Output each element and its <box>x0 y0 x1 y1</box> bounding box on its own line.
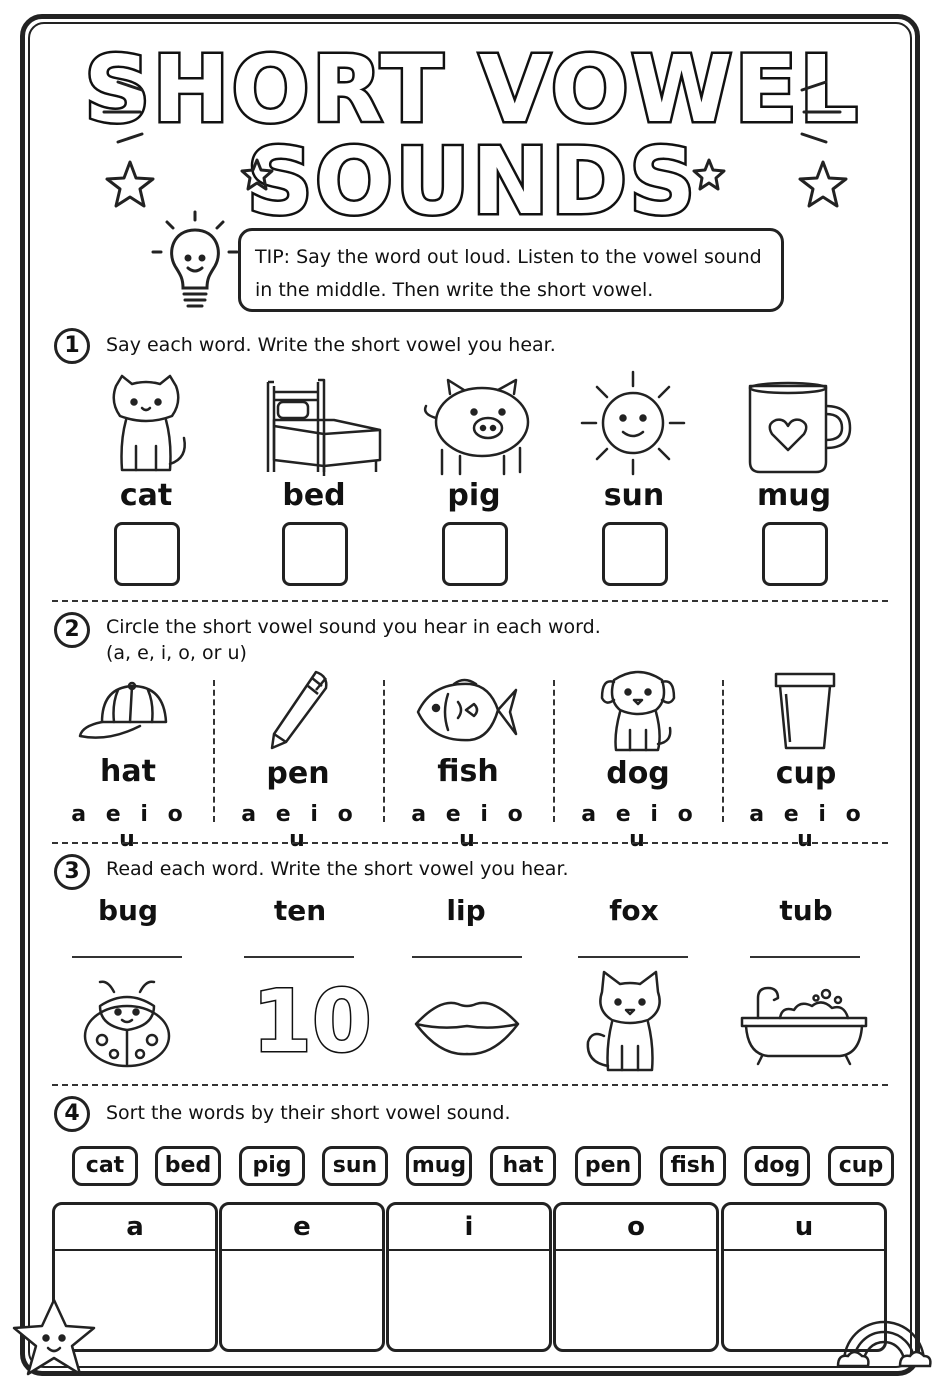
divider-1 <box>52 600 888 602</box>
word-pig: pig <box>447 478 501 513</box>
word-chip-hat[interactable]: hat <box>490 1146 556 1186</box>
word-chip-cup[interactable]: cup <box>828 1146 894 1186</box>
section2-instruction-line1: Circle the short vowel sound you hear in each word. <box>106 616 601 638</box>
word-chip-mug[interactable]: mug <box>406 1146 472 1186</box>
word-fish: fish <box>437 754 499 789</box>
section4-instruction: Sort the words by their short vowel sound. <box>106 1102 511 1124</box>
word-cat: cat <box>119 478 173 513</box>
sort-header-a: a <box>55 1205 215 1251</box>
vowel-choices-fish[interactable]: a e i o u <box>411 802 529 852</box>
tip-line1: TIP: Say the word out loud. Listen to the vowel sound <box>255 246 762 268</box>
word-chip-pen[interactable]: pen <box>575 1146 641 1186</box>
cup-icon <box>772 668 838 752</box>
fox-icon <box>584 970 676 1074</box>
cat-icon <box>104 372 190 478</box>
vowel-choices-hat[interactable]: a e i o u <box>71 802 189 852</box>
sort-header-i: i <box>389 1205 549 1251</box>
word-chip-fish[interactable]: fish <box>660 1146 726 1186</box>
lightbulb-icon <box>145 208 245 318</box>
sort-column-o[interactable] <box>553 1202 719 1352</box>
section1-number: 1 <box>54 328 90 364</box>
section4-number: 4 <box>54 1096 90 1132</box>
mug-icon <box>746 380 856 476</box>
divider-3 <box>52 1084 888 1086</box>
rainbow-icon <box>834 1298 934 1372</box>
word-pen: pen <box>266 756 330 791</box>
word-chip-dog[interactable]: dog <box>744 1146 810 1186</box>
pen-icon <box>264 670 334 752</box>
word-sun: sun <box>603 478 665 513</box>
vowel-choices-pen[interactable]: a e i o u <box>241 802 359 852</box>
bed-icon <box>264 376 384 476</box>
word-chip-sun[interactable]: sun <box>322 1146 388 1186</box>
title-line1: SHORT VOWEL <box>84 36 860 143</box>
word-mug: mug <box>756 478 832 513</box>
section2-divider-2 <box>383 680 385 822</box>
title-line2: SOUNDS <box>246 128 698 235</box>
word-chip-pig[interactable]: pig <box>239 1146 305 1186</box>
sort-column-i[interactable] <box>386 1202 552 1352</box>
section3-number: 3 <box>54 854 90 890</box>
ten-number: 10 <box>252 972 372 1072</box>
sort-header-e: e <box>222 1205 382 1251</box>
tip-line2: in the middle. Then write the short vowel. <box>255 279 654 301</box>
word-chip-bed[interactable]: bed <box>155 1146 221 1186</box>
section1-instruction: Say each word. Write the short vowel you hear. <box>106 334 556 356</box>
section2-instruction-line2: (a, e, i, o, or u) <box>106 642 247 664</box>
sort-header-o: o <box>556 1205 716 1251</box>
vowel-choices-dog[interactable]: a e i o u <box>581 802 699 852</box>
word-hat: hat <box>100 754 156 789</box>
pig-icon <box>420 378 540 478</box>
sun-icon <box>578 368 688 478</box>
section2-divider-3 <box>553 680 555 822</box>
answer-box-bed[interactable] <box>282 522 348 586</box>
ladybug-icon <box>80 978 174 1070</box>
write-line-ten[interactable] <box>244 956 354 958</box>
vowel-choices-cup[interactable]: a e i o u <box>749 802 867 852</box>
word-bed: bed <box>282 478 346 513</box>
word-dog: dog <box>606 756 670 791</box>
write-line-lip[interactable] <box>412 956 522 958</box>
word-ten: ten <box>273 894 327 927</box>
word-fox: fox <box>609 894 659 927</box>
sort-header-u: u <box>724 1205 884 1251</box>
word-lip: lip <box>446 894 486 927</box>
smiling-star-icon <box>6 1296 98 1380</box>
section2-divider-1 <box>213 680 215 822</box>
bathtub-icon <box>738 984 870 1066</box>
section3-instruction: Read each word. Write the short vowel you hear. <box>106 858 569 880</box>
section2-divider-4 <box>722 680 724 822</box>
word-chip-cat[interactable]: cat <box>72 1146 138 1186</box>
word-tub: tub <box>779 894 833 927</box>
section2-number: 2 <box>54 612 90 648</box>
answer-box-mug[interactable] <box>762 522 828 586</box>
lips-icon <box>412 994 522 1058</box>
word-cup: cup <box>775 756 837 791</box>
sort-column-e[interactable] <box>219 1202 385 1352</box>
tip-box <box>238 228 784 312</box>
decoration-stars <box>0 0 944 235</box>
write-line-tub[interactable] <box>750 956 860 958</box>
fish-icon <box>414 674 520 750</box>
write-line-bug[interactable] <box>72 956 182 958</box>
answer-box-cat[interactable] <box>114 522 180 586</box>
divider-2 <box>52 842 888 844</box>
answer-box-pig[interactable] <box>442 522 508 586</box>
dog-icon <box>596 664 680 752</box>
hat-icon <box>78 682 174 746</box>
answer-box-sun[interactable] <box>602 522 668 586</box>
write-line-fox[interactable] <box>578 956 688 958</box>
word-bug: bug <box>97 894 159 927</box>
